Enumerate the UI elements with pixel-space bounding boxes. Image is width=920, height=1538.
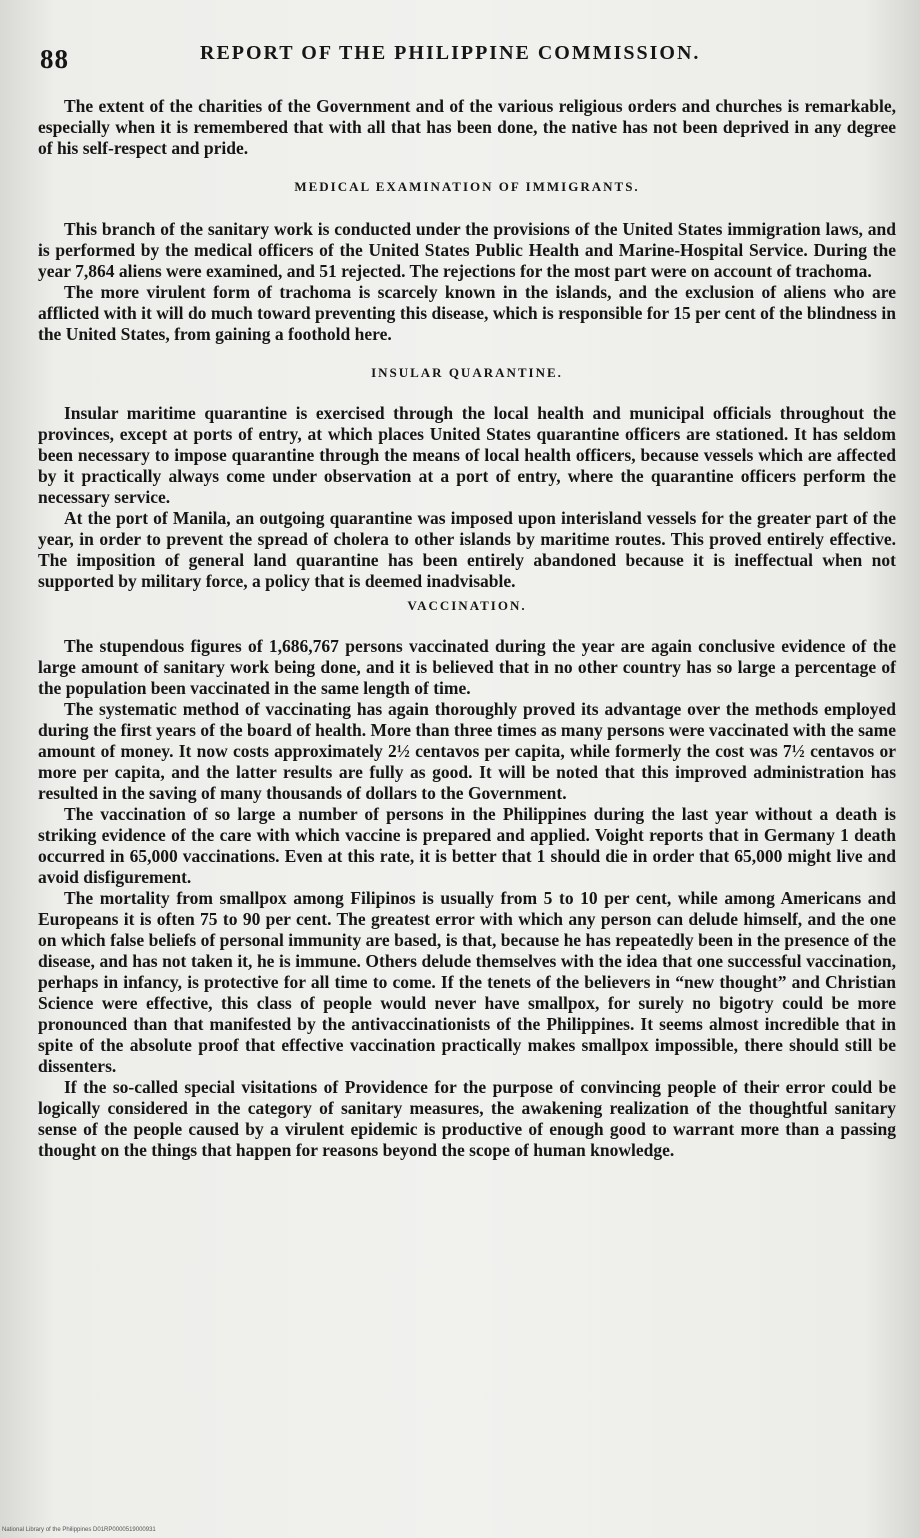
paragraph-quarantine-2: At the port of Manila, an outgoing quarantine was imposed upon interisland vessels for the greater part of the year, in order to prevent the spread of cholera to other islands by maritime routes. This proved entirely effective. The imposition of general land quarantine has been entirely abandoned because it is ineffectual when not supported by military force, a policy that is deemed inadvisable. <box>38 508 896 591</box>
paragraph-immigrants-2: The more virulent form of trachoma is scarcely known in the islands, and the exclusion of aliens who are afflicted with it will do much toward preventing this disease, which is responsible for 15 per cent of the blindness in the United States, from gaining a foothold here. <box>38 282 896 344</box>
heading-insular-quarantine: INSULAR QUARANTINE. <box>371 365 563 380</box>
paragraph-immigrants-1: This branch of the sanitary work is conducted under the provisions of the United States immigration laws, and is performed by the medical officers of the United States Public Health and Marine-Hospital Service. During the year 7,864 aliens were examined, and 51 rejected. The rejections for the most part were on account of trachoma. <box>38 219 896 281</box>
page-number: 88 <box>40 44 69 74</box>
paragraph-charities: The extent of the charities of the Government and of the various religious orders and churches is remarkable, especially when it is remembered that with all that has been done, the native has not been deprived in any degree of his self-respect and pride. <box>38 96 896 158</box>
paragraph-vaccination-3: The vaccination of so large a number of persons in the Philippines during the last year without a death is striking evidence of the care with which vaccine is prepared and applied. Voight reports that in Germany 1 death occurred in 65,000 vaccinations. Even at this rate, it is better that 1 should die in order that 65,000 might live and avoid disfigurement. <box>38 804 896 887</box>
page-body <box>38 96 896 1161</box>
heading-vaccination: VACCINATION. <box>407 598 527 613</box>
paragraph-vaccination-4: The mortality from smallpox among Filipinos is usually from 5 to 10 per cent, while among Americans and Europeans it is often 75 to 90 per cent. The greatest error with which any person can delude himself, and the one on which false beliefs of personal immunity are based, is that, because he has repeatedly been in the presence of the disease, and has not taken it, he is immune. Others delude themselves with the idea that one successful vaccination, perhaps in infancy, is protective for all time to come. If the tenets of the believers in “new thought” and Christian Science were effective, this class of people would never have smallpox, for surely no bigotry could be more pronounced than that manifested by the antivaccinationists of the Philippines. It seems almost incredible that in spite of the absolute proof that effective vaccination practically makes smallpox impossible, there should still be dissenters. <box>38 888 896 1076</box>
paragraph-vaccination-1: The stupendous figures of 1,686,767 persons vaccinated during the year are again conclusive evidence of the large amount of sanitary work being done, and it is believed that in no other country has so large a percentage of the population been vaccinated in the same length of time. <box>38 636 896 698</box>
paragraph-vaccination-5: If the so-called special visitations of Providence for the purpose of convincing people of their error could be logically considered in the category of sanitary measures, the awakening realization of the thoughtful sanitary sense of the people caused by a virulent epidemic is productive of enough good to warrant more than a passing thought on the things that happen for reasons beyond the scope of human knowledge. <box>38 1077 896 1160</box>
heading-medical-examination: MEDICAL EXAMINATION OF IMMIGRANTS. <box>294 179 640 194</box>
paragraph-quarantine-1: Insular maritime quarantine is exercised through the local health and municipal officials throughout the provinces, except at ports of entry, at which places United States quarantine officers are stationed. It has seldom been necessary to impose quarantine through the means of local health officers, because vessels which are affected by it practically always come under observation at a port of entry, where the quarantine officers perform the necessary service. <box>38 403 896 507</box>
paragraph-vaccination-2: The systematic method of vaccinating has again thoroughly proved its advantage over the methods employed during the first years of the board of health. More than three times as many persons were vaccinated with the same amount of money. It now costs approximately 2½ centavos per capita, while formerly the cost was 7½ centavos or more per capita, and the latter results are fully as good. It will be noted that this improved administration has resulted in the saving of many thousands of dollars to the Government. <box>38 699 896 803</box>
page-header <box>40 38 890 78</box>
running-head: REPORT OF THE PHILIPPINE COMMISSION. <box>200 42 701 64</box>
scan-credit: National Library of the Philippines D01RP0000519000931 <box>2 1527 156 1533</box>
